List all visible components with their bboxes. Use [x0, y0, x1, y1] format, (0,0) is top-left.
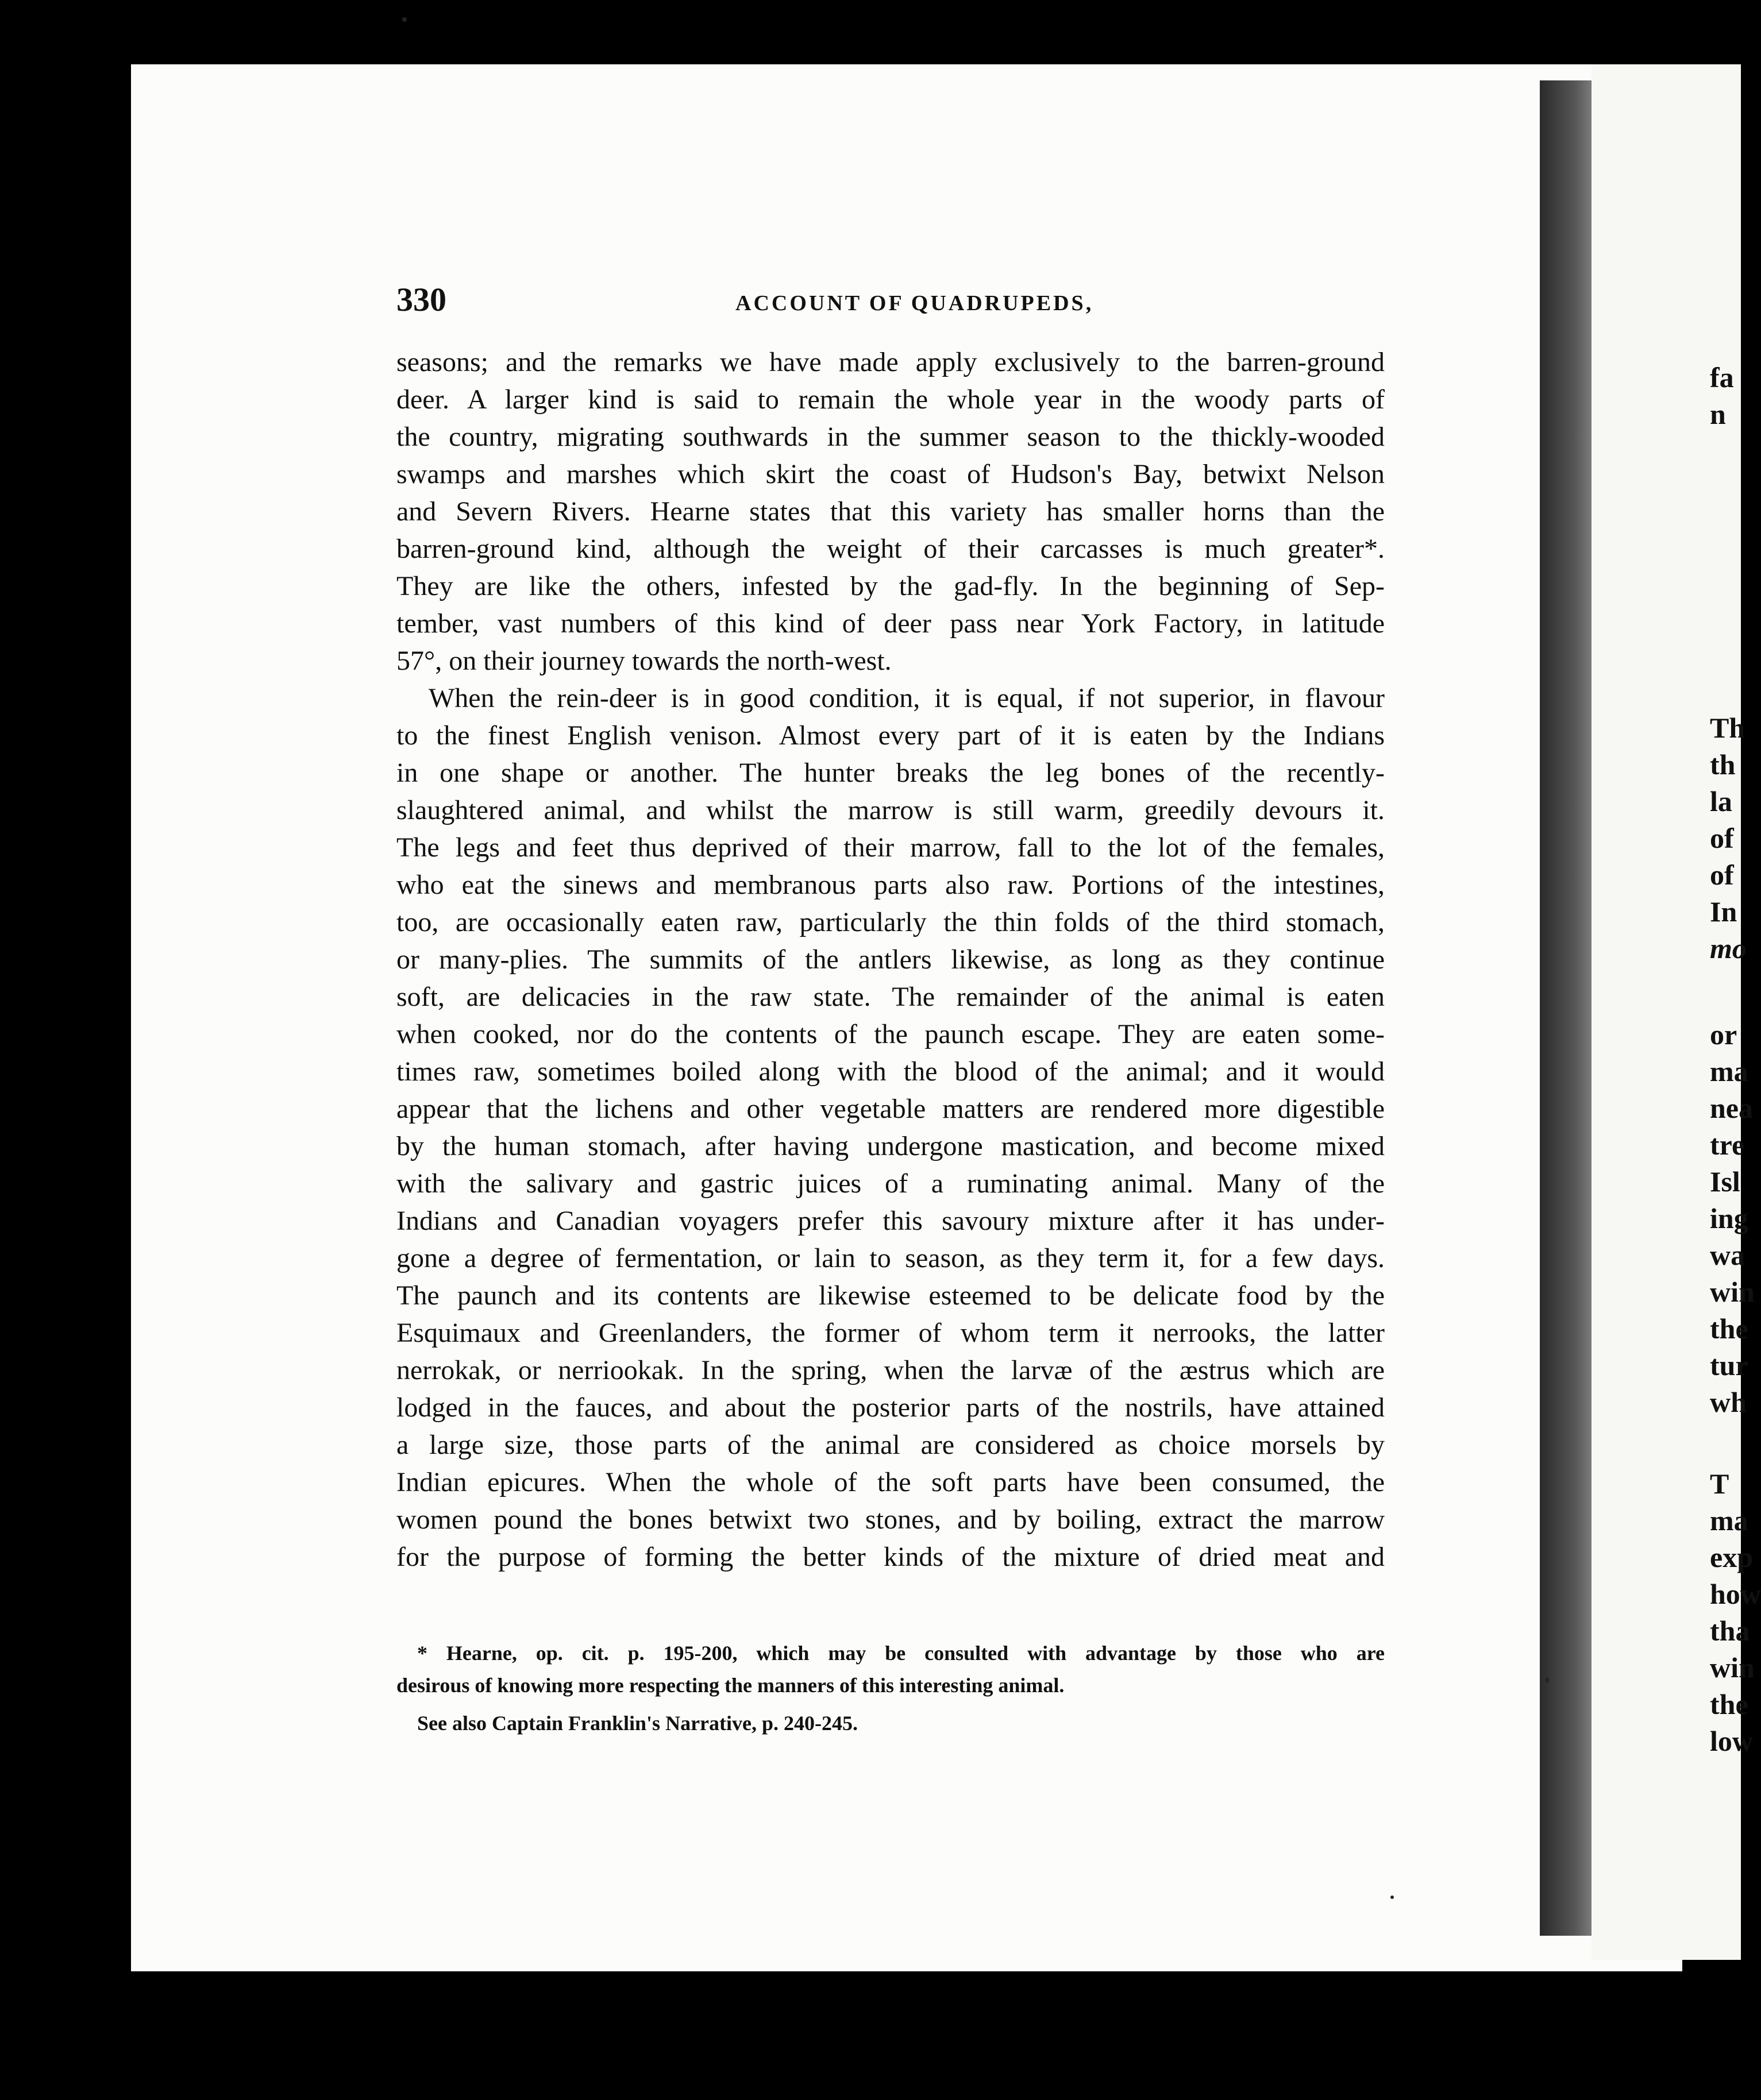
facing-fragment: tre — [1710, 1129, 1745, 1161]
text-line: They are like the others, infested by the gad-fly. In the beginning of Sep- — [396, 571, 1385, 601]
facing-fragment: nea — [1710, 1092, 1753, 1124]
facing-fragment: the — [1710, 1312, 1748, 1345]
page-number: 330 — [396, 281, 446, 318]
facing-page — [1592, 64, 1761, 1960]
paragraph-start-line: When the rein-deer is in good condition, it is equal, if not superior, in flavour — [429, 683, 1385, 713]
text-line: nerrokak, or nerriookak. In the spring, when the larvæ of the æstrus which are — [396, 1355, 1385, 1385]
facing-fragment: tha — [1710, 1615, 1750, 1647]
footnote-line: See also Captain Franklin's Narrative, p. 240-245. — [417, 1712, 858, 1735]
text-line: swamps and marshes which skirt the coast of Hudson's Bay, betwixt Nelson — [396, 459, 1385, 489]
facing-fragment: exp — [1710, 1541, 1753, 1573]
running-head: ACCOUNT OF QUADRUPEDS, — [735, 291, 1094, 315]
text-line: with the salivary and gastric juices of a ruminating animal. Many of the — [396, 1168, 1385, 1199]
text-line: by the human stomach, after having undergone mastication, and become mixed — [396, 1131, 1385, 1161]
scan-speck — [1546, 1677, 1549, 1683]
facing-fragment: ma — [1710, 1055, 1748, 1087]
body-text — [396, 343, 1385, 1576]
footnote-line: desirous of knowing more respecting the manners of this interesting animal. — [396, 1674, 1065, 1697]
facing-fragment: ma — [1710, 1504, 1748, 1537]
facing-fragment: how — [1710, 1578, 1761, 1610]
text-line: Esquimaux and Greenlanders, the former of whom term it nerrooks, the latter — [396, 1318, 1385, 1348]
facing-fragment: n — [1710, 398, 1726, 430]
facing-fragment: the — [1710, 1688, 1748, 1720]
facing-fragment: win — [1710, 1651, 1755, 1684]
text-line: times raw, sometimes boiled along with the blood of the animal; and it would — [396, 1056, 1385, 1087]
text-line: women pound the bones betwixt two stones, and by boiling, extract the marrow — [396, 1504, 1385, 1535]
facing-fragment: In — [1710, 895, 1737, 928]
footnotes — [396, 1637, 1385, 1739]
facing-fragment: T — [1710, 1468, 1729, 1500]
text-line: for the purpose of forming the better kinds of the mixture of dried meat and — [396, 1542, 1385, 1572]
facing-fragment: of — [1710, 822, 1734, 854]
facing-fragment: Th — [1710, 712, 1745, 744]
text-line: tember, vast numbers of this kind of deer pass near York Factory, in latitude — [396, 608, 1385, 639]
text-line: a large size, those parts of the animal are considered as choice morsels by — [396, 1430, 1385, 1460]
scan-speck — [1390, 1896, 1394, 1899]
facing-fragment: low — [1710, 1725, 1753, 1757]
facing-fragment: wh — [1710, 1386, 1747, 1418]
text-line: who eat the sinews and membranous parts also raw. Portions of the intestines, — [396, 870, 1385, 900]
facing-fragment: tur — [1710, 1349, 1748, 1381]
text-line: and Severn Rivers. Hearne states that this variety has smaller horns than the — [396, 496, 1385, 527]
text-line: The paunch and its contents are likewise esteemed to be delicate food by the — [396, 1280, 1385, 1311]
text-line: appear that the lichens and other vegetable matters are rendered more digestible — [396, 1094, 1385, 1124]
facing-fragment: of — [1710, 859, 1734, 891]
text-line: The legs and feet thus deprived of their marrow, fall to the lot of the females, — [396, 832, 1385, 863]
facing-fragment: ing — [1710, 1202, 1748, 1234]
facing-fragment: win — [1710, 1276, 1755, 1308]
facing-fragment: Isl — [1710, 1165, 1740, 1198]
text-line: when cooked, nor do the contents of the paunch escape. They are eaten some- — [396, 1019, 1385, 1049]
text-line: to the finest English venison. Almost every part of it is eaten by the Indians — [396, 720, 1385, 751]
text-line: slaughtered animal, and whilst the marrow is still warm, greedily devours it. — [396, 795, 1385, 825]
page-header — [396, 280, 1408, 326]
text-line: in one shape or another. The hunter breaks the leg bones of the recently- — [396, 758, 1385, 788]
facing-fragment: th — [1710, 748, 1736, 781]
text-line: Indian epicures. When the whole of the soft parts have been consumed, the — [396, 1467, 1385, 1497]
text-line: gone a degree of fermentation, or lain to season, as they term it, for a few days. — [396, 1243, 1385, 1273]
footnote-line: * Hearne, op. cit. p. 195-200, which may be consulted with advantage by those who are — [417, 1642, 1385, 1665]
book-gutter — [1540, 80, 1597, 1936]
text-line: the country, migrating southwards in the summer season to the thickly-wooded — [396, 422, 1385, 452]
scan-speck — [402, 17, 407, 22]
text-line: barren-ground kind, although the weight of their carcasses is much greater*. — [396, 534, 1385, 564]
text-line: seasons; and the remarks we have made apply exclusively to the barren-ground — [396, 347, 1385, 377]
facing-fragment: or — [1710, 1018, 1737, 1051]
facing-fragment: la — [1710, 785, 1732, 817]
text-line: soft, are delicacies in the raw state. The remainder of the animal is eaten — [396, 982, 1385, 1012]
text-line: deer. A larger kind is said to remain the whole year in the woody parts of — [396, 384, 1385, 415]
text-line: or many-plies. The summits of the antlers likewise, as long as they continue — [396, 944, 1385, 975]
facing-fragment: mo — [1710, 932, 1747, 964]
facing-fragment: wa — [1710, 1239, 1745, 1271]
text-line: 57°, on their journey towards the north-west. — [396, 646, 892, 676]
facing-fragment: fa — [1710, 361, 1734, 393]
text-line: Indians and Canadian voyagers prefer this savoury mixture after it has under- — [396, 1206, 1385, 1236]
text-line: too, are occasionally eaten raw, particularly the thin folds of the third stomach, — [396, 907, 1385, 937]
text-line: lodged in the fauces, and about the posterior parts of the nostrils, have attained — [396, 1392, 1385, 1423]
